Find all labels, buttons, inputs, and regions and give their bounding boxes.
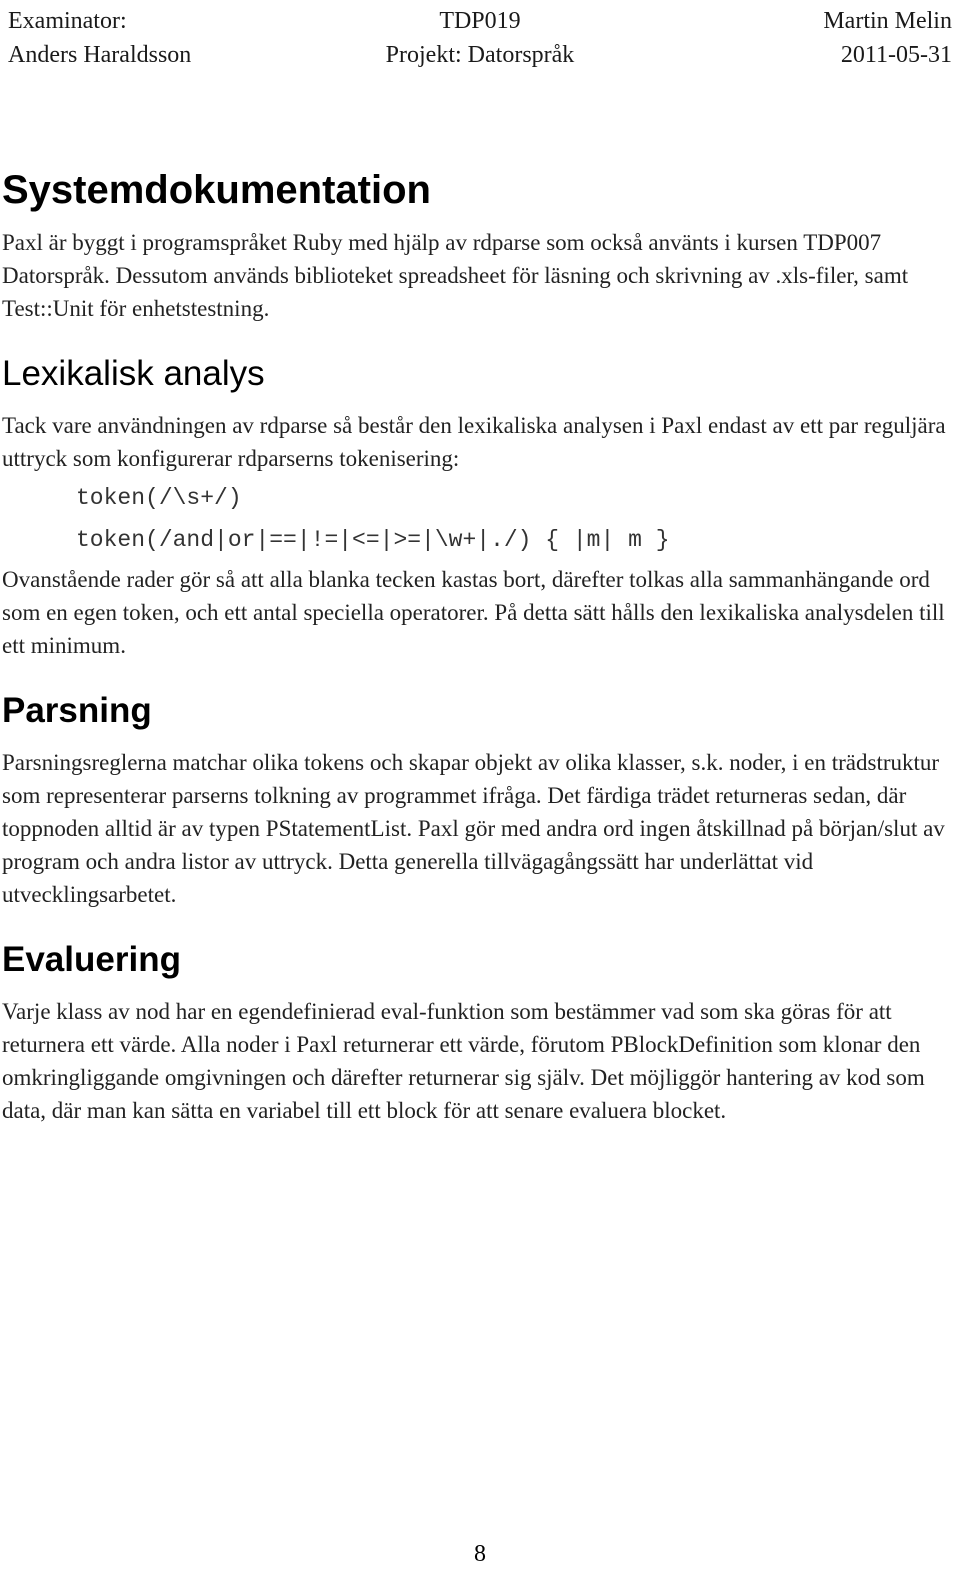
section-title-lexikalisk-analys: Lexikalisk analys [2,354,265,393]
project-name: Projekt: Datorspråk [385,42,575,68]
examiner-name: Anders Haraldsson [8,42,192,68]
paragraph-lexikal-outro: Ovanstående rader gör så att alla blanka tecken kastas bort, därefter tolkas alla sammanhängande ord som en egen token, och ett antal speciella operatorer. På detta sätt hålls den lexikaliska analysdelen till ett minimum. [2,567,945,658]
section-title-parsning: Parsning [2,691,152,730]
course-code: TDP019 [439,8,521,34]
paragraph-systemdokumentation: Paxl är byggt i programspråket Ruby med hjälp av rdparse som också använts i kursen TDP007 Datorspråk. Dessutom används biblioteket spreadsheet för läsning och skrivning av .xls-filer, samt Test::Unit för enhetstestning. [2,230,909,321]
author-name: Martin Melin [823,8,952,34]
document-body [2,162,954,1127]
code-block [2,477,954,561]
header-row-2 [8,38,952,72]
page-header [8,4,952,72]
examiner-label: Examinator: [8,8,127,34]
paragraph-lexikal-intro: Tack vare användningen av rdparse så består den lexikaliska analysen i Paxl endast av ett par reguljära uttryck som konfigurerar rdparserns tokenisering: [2,413,946,471]
code-line-1: token(/\s+/) [76,485,242,511]
header-row-1 [8,4,952,38]
document-date: 2011-05-31 [840,42,952,68]
paragraph-parsning: Parsningsreglerna matchar olika tokens och skapar objekt av olika klasser, s.k. noder, i en trädstruktur som representerar parserns tolkning av programmet ifråga. Det färdiga trädet returneras sedan, där toppnoden alltid är av typen PStatementList. Paxl gör med andra ord ingen åtskillnad på början/slut av program och andra listor av uttryck. Detta generella tillvägagångssätt har underlättat vid utvecklingsarbetet. [2,750,945,907]
section-title-systemdokumentation: Systemdokumentation [2,168,431,212]
paragraph-evaluering: Varje klass av nod har en egendefinierad eval-funktion som bestämmer vad som ska göras för att returnera ett värde. Alla noder i Paxl returnerar ett värde, förutom PBlockDefinition som klonar den omkringliggande omgivningen och därefter returnerar sig själv. Det möjliggör hantering av kod som data, där man kan sätta en variabel till ett block för att senare evaluera blocket. [2,999,925,1123]
page-number: 8 [474,1541,486,1567]
code-line-2: token(/and|or|==|!=|<=|>=|\w+|./) { |m| m } [76,527,670,553]
section-title-evaluering: Evaluering [2,940,181,979]
